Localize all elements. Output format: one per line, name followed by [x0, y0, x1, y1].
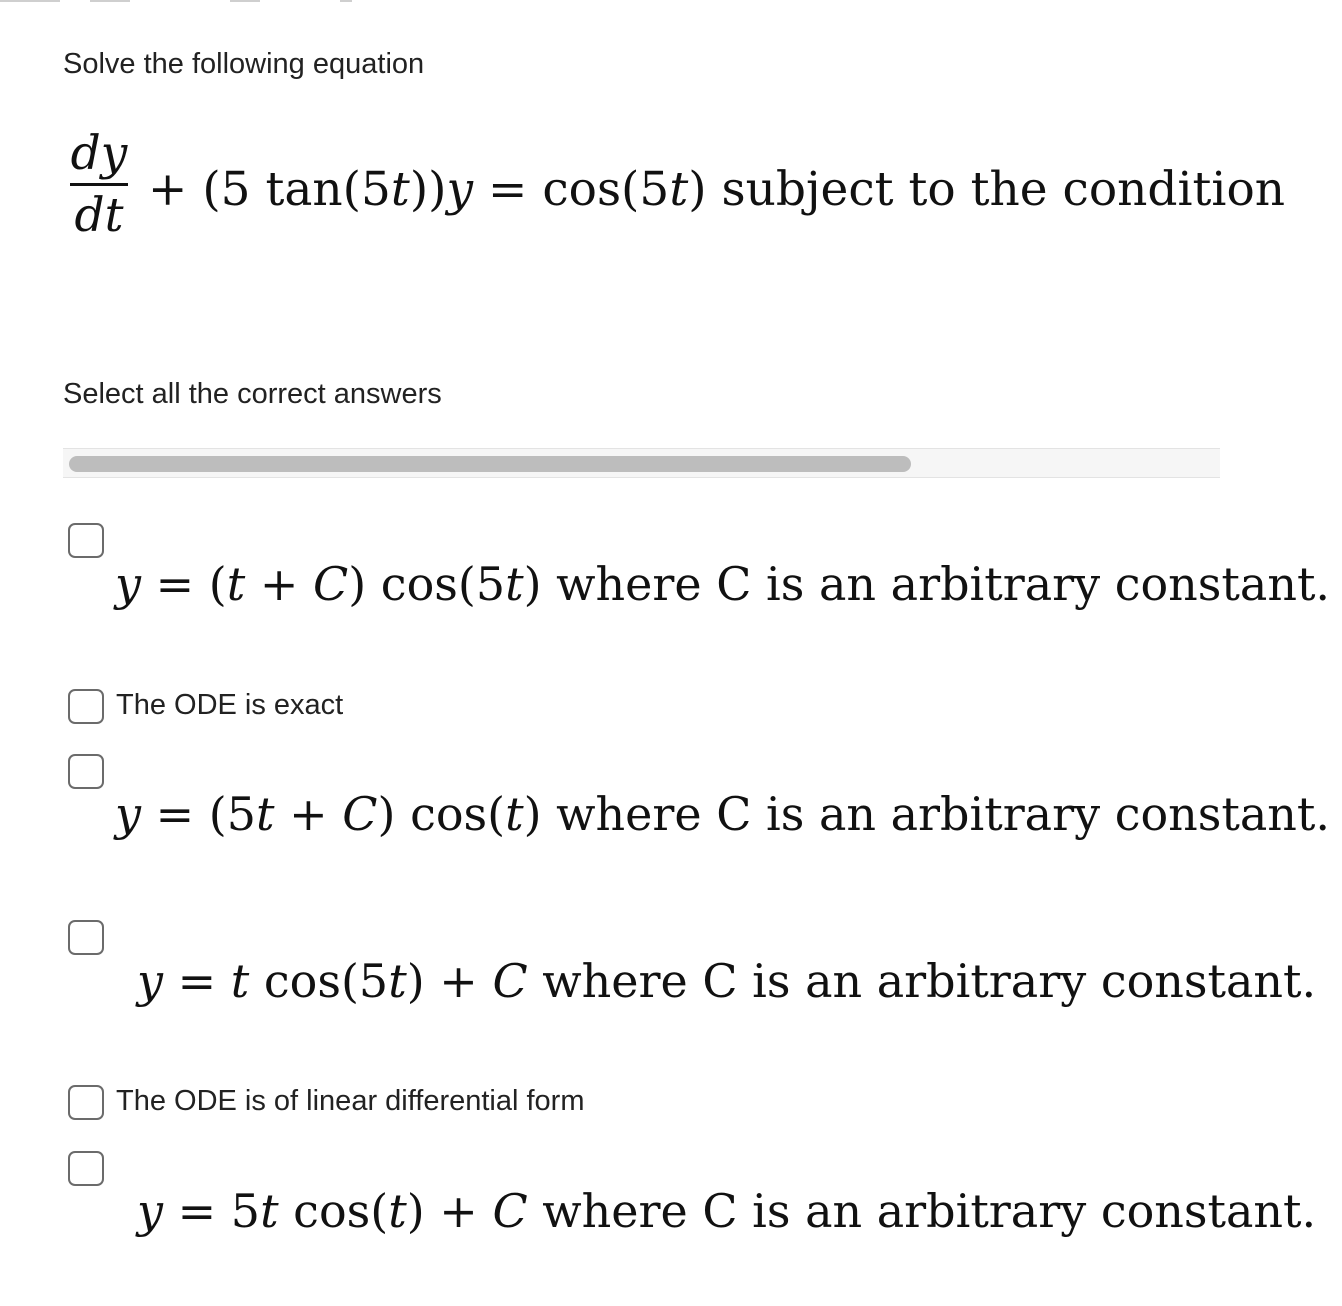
option-1-checkbox[interactable] — [68, 523, 104, 558]
option-4-checkbox[interactable] — [68, 920, 104, 955]
option-2-label: The ODE is exact — [116, 689, 344, 721]
scrollbar-thumb[interactable] — [69, 456, 911, 472]
option-2-checkbox[interactable] — [68, 689, 104, 724]
fraction-denominator: dt — [74, 188, 124, 243]
instruction-text: Select all the correct answers — [63, 378, 442, 410]
question-heading: Solve the following equation — [63, 48, 425, 80]
option-3-label: y = (5t + C) cos(t) where C is an arbitrary constant. — [115, 787, 1331, 841]
option-4-label: y = t cos(5t) + C where C is an arbitrary constant. — [137, 954, 1317, 1008]
question-equation — [62, 126, 1286, 260]
horizontal-scrollbar[interactable] — [63, 448, 1220, 478]
top-edge-remnant — [0, 0, 1342, 6]
option-1-label: y = (t + C) cos(5t) where C is an arbitrary constant. — [115, 557, 1331, 611]
fraction-numerator: dy — [70, 126, 128, 181]
option-5-label: The ODE is of linear differential form — [116, 1085, 585, 1117]
option-5-checkbox[interactable] — [68, 1085, 104, 1120]
equation-rest: + (5 tan(5t))y = cos(5t) subject to the condition — [148, 162, 1286, 217]
option-3-checkbox[interactable] — [68, 754, 104, 789]
option-6-checkbox[interactable] — [68, 1151, 104, 1186]
derivative-fraction — [68, 126, 130, 243]
option-6-label: y = 5t cos(t) + C where C is an arbitrary constant. — [137, 1184, 1317, 1238]
